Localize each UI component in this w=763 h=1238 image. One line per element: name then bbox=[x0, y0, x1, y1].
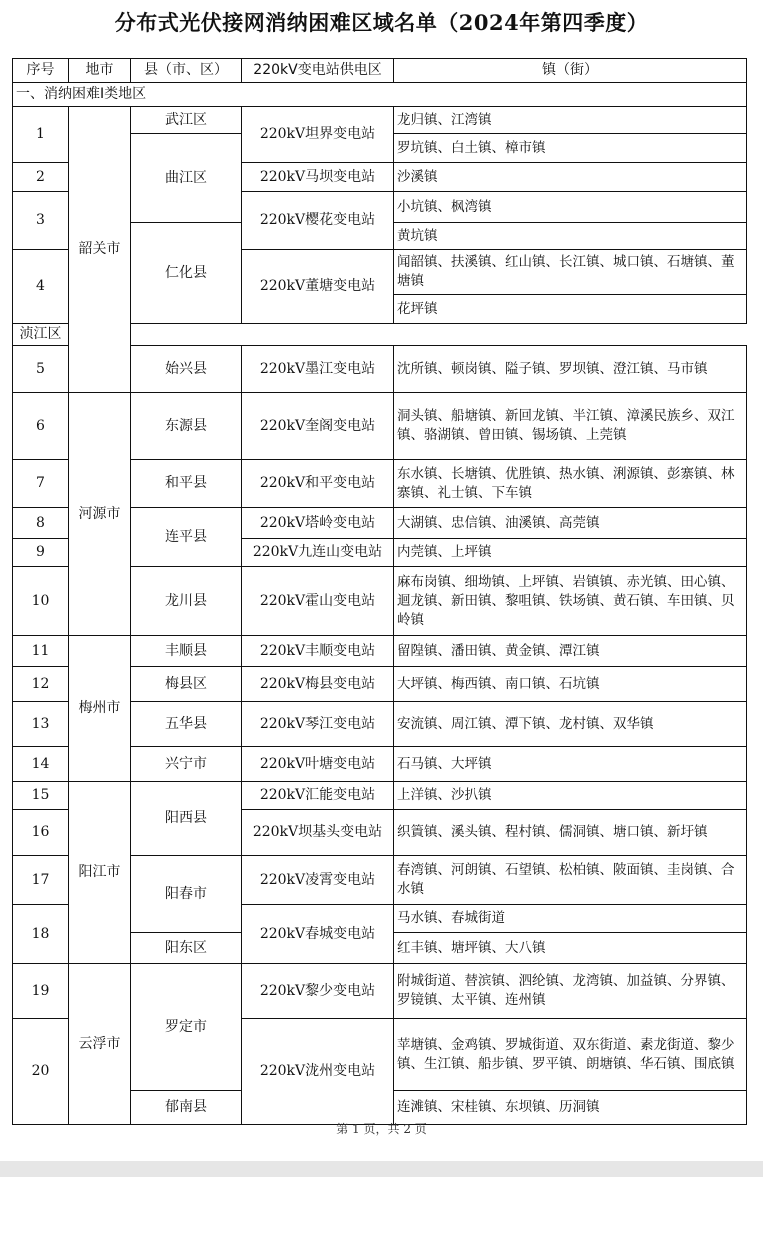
station-cell: 220kV汇能变电站 bbox=[242, 782, 394, 810]
county-cell: 浈江区 bbox=[13, 324, 69, 346]
section-row bbox=[13, 83, 747, 107]
station-cell: 220kV梅县变电站 bbox=[242, 667, 394, 702]
document-title: 分布式光伏接网消纳困难区域名单（2024年第四季度） bbox=[114, 10, 649, 35]
county-cell: 和平县 bbox=[131, 460, 242, 508]
table-row bbox=[13, 636, 747, 667]
city-cell: 梅州市 bbox=[69, 636, 131, 782]
row-no: 8 bbox=[13, 508, 69, 539]
county-cell: 罗定市 bbox=[131, 964, 242, 1091]
station-cell: 220kV塔岭变电站 bbox=[242, 508, 394, 539]
table-row bbox=[13, 393, 747, 460]
header-towns: 镇（街） bbox=[394, 59, 747, 83]
city-cell: 韶关市 bbox=[69, 107, 131, 393]
station-cell: 220kV坝基头变电站 bbox=[242, 810, 394, 856]
towns-cell: 花坪镇 bbox=[394, 295, 747, 324]
table-row bbox=[13, 782, 747, 810]
county-cell: 阳东区 bbox=[131, 933, 242, 964]
towns-cell: 小坑镇、枫湾镇 bbox=[394, 192, 747, 223]
station-cell: 220kV凌霄变电站 bbox=[242, 856, 394, 905]
towns-cell: 留隍镇、潘田镇、黄金镇、潭江镇 bbox=[394, 636, 747, 667]
viewer-bottom-bar bbox=[0, 1161, 763, 1177]
towns-cell: 附城街道、替滨镇、泗纶镇、龙湾镇、加益镇、分界镇、罗镜镇、太平镇、连州镇 bbox=[394, 964, 747, 1019]
county-cell: 梅县区 bbox=[131, 667, 242, 702]
towns-cell: 黄坑镇 bbox=[394, 223, 747, 250]
station-cell: 220kV和平变电站 bbox=[242, 460, 394, 508]
city-cell: 阳江市 bbox=[69, 782, 131, 964]
row-no: 19 bbox=[13, 964, 69, 1019]
page-footer: 第 1 页，共 2 页 bbox=[336, 1122, 427, 1136]
row-no: 7 bbox=[13, 460, 69, 508]
station-cell: 220kV樱花变电站 bbox=[242, 192, 394, 250]
county-cell: 东源县 bbox=[131, 393, 242, 460]
county-cell: 仁化县 bbox=[131, 223, 242, 324]
station-cell: 220kV泷州变电站 bbox=[242, 1019, 394, 1125]
station-cell: 220kV董塘变电站 bbox=[242, 250, 394, 324]
station-cell: 220kV马坝变电站 bbox=[242, 163, 394, 192]
row-no: 4 bbox=[13, 250, 69, 324]
row-no: 1 bbox=[13, 107, 69, 163]
station-cell: 220kV黎少变电站 bbox=[242, 964, 394, 1019]
table-row bbox=[13, 107, 747, 134]
county-cell: 武江区 bbox=[131, 107, 242, 134]
towns-cell: 春湾镇、河朗镇、石望镇、松柏镇、陂面镇、圭岗镇、合水镇 bbox=[394, 856, 747, 905]
station-cell: 220kV霍山变电站 bbox=[242, 567, 394, 636]
towns-cell: 沈所镇、顿岗镇、隘子镇、罗坝镇、澄江镇、马市镇 bbox=[394, 346, 747, 393]
towns-cell: 苹塘镇、金鸡镇、罗城街道、双东街道、素龙街道、黎少镇、生江镇、船步镇、罗平镇、朗塘镇、华石镇、围底镇 bbox=[394, 1019, 747, 1091]
county-cell: 郁南县 bbox=[131, 1091, 242, 1125]
row-no: 14 bbox=[13, 747, 69, 782]
station-cell: 220kV琴江变电站 bbox=[242, 702, 394, 747]
towns-cell: 石马镇、大坪镇 bbox=[394, 747, 747, 782]
station-cell: 220kV墨江变电站 bbox=[242, 346, 394, 393]
towns-cell: 连滩镇、宋桂镇、东坝镇、历洞镇 bbox=[394, 1091, 747, 1125]
towns-cell: 罗坑镇、白土镇、樟市镇 bbox=[394, 134, 747, 163]
towns-cell: 大坪镇、梅西镇、南口镇、石坑镇 bbox=[394, 667, 747, 702]
towns-cell: 洞头镇、船塘镇、新回龙镇、半江镇、漳溪民族乡、双江镇、骆湖镇、曾田镇、锡场镇、上莞镇 bbox=[394, 393, 747, 460]
row-no: 13 bbox=[13, 702, 69, 747]
header-county: 县（市、区） bbox=[131, 59, 242, 83]
table-row bbox=[13, 964, 747, 1019]
county-cell: 五华县 bbox=[131, 702, 242, 747]
row-no: 2 bbox=[13, 163, 69, 192]
county-cell: 丰顺县 bbox=[131, 636, 242, 667]
towns-cell: 马水镇、春城街道 bbox=[394, 905, 747, 933]
station-cell: 220kV丰顺变电站 bbox=[242, 636, 394, 667]
towns-cell: 内莞镇、上坪镇 bbox=[394, 539, 747, 567]
towns-cell: 安流镇、周江镇、潭下镇、龙村镇、双华镇 bbox=[394, 702, 747, 747]
towns-cell: 上洋镇、沙扒镇 bbox=[394, 782, 747, 810]
county-cell: 龙川县 bbox=[131, 567, 242, 636]
station-cell: 220kV坦界变电站 bbox=[242, 107, 394, 163]
row-no: 16 bbox=[13, 810, 69, 856]
towns-cell: 东水镇、长塘镇、优胜镇、热水镇、浰源镇、彭寨镇、林寨镇、礼士镇、下车镇 bbox=[394, 460, 747, 508]
station-cell: 220kV奎阁变电站 bbox=[242, 393, 394, 460]
county-cell: 阳春市 bbox=[131, 856, 242, 933]
towns-cell: 麻布岗镇、细坳镇、上坪镇、岩镇镇、赤光镇、田心镇、迴龙镇、新田镇、黎咀镇、铁场镇、黄石镇、车田镇、贝岭镇 bbox=[394, 567, 747, 636]
row-no: 17 bbox=[13, 856, 69, 905]
row-no: 18 bbox=[13, 905, 69, 964]
row-no: 5 bbox=[13, 346, 69, 393]
towns-cell: 龙归镇、江湾镇 bbox=[394, 107, 747, 134]
row-no: 10 bbox=[13, 567, 69, 636]
towns-cell: 织篢镇、溪头镇、程村镇、儒洞镇、塘口镇、新圩镇 bbox=[394, 810, 747, 856]
city-cell: 云浮市 bbox=[69, 964, 131, 1125]
county-cell: 始兴县 bbox=[131, 346, 242, 393]
county-cell: 连平县 bbox=[131, 508, 242, 567]
row-no: 9 bbox=[13, 539, 69, 567]
towns-cell: 红丰镇、塘坪镇、大八镇 bbox=[394, 933, 747, 964]
header-row bbox=[13, 59, 747, 83]
towns-cell: 沙溪镇 bbox=[394, 163, 747, 192]
city-cell: 河源市 bbox=[69, 393, 131, 636]
row-no: 11 bbox=[13, 636, 69, 667]
header-no: 序号 bbox=[13, 59, 69, 83]
header-city: 地市 bbox=[69, 59, 131, 83]
towns-cell: 闻韶镇、扶溪镇、红山镇、长江镇、城口镇、石塘镇、董塘镇 bbox=[394, 250, 747, 295]
county-cell: 曲江区 bbox=[131, 134, 242, 223]
header-station: 220kV变电站供电区 bbox=[242, 59, 394, 83]
row-no: 15 bbox=[13, 782, 69, 810]
towns-cell: 大湖镇、忠信镇、油溪镇、高莞镇 bbox=[394, 508, 747, 539]
row-no: 6 bbox=[13, 393, 69, 460]
station-cell: 220kV九连山变电站 bbox=[242, 539, 394, 567]
station-cell: 220kV叶塘变电站 bbox=[242, 747, 394, 782]
row-no: 12 bbox=[13, 667, 69, 702]
station-cell: 220kV春城变电站 bbox=[242, 905, 394, 964]
county-cell: 兴宁市 bbox=[131, 747, 242, 782]
section-title: 一、消纳困难I类地区 bbox=[13, 83, 747, 107]
row-no: 3 bbox=[13, 192, 69, 250]
row-no: 20 bbox=[13, 1019, 69, 1125]
area-list-table bbox=[12, 58, 747, 1125]
county-cell: 阳西县 bbox=[131, 782, 242, 856]
